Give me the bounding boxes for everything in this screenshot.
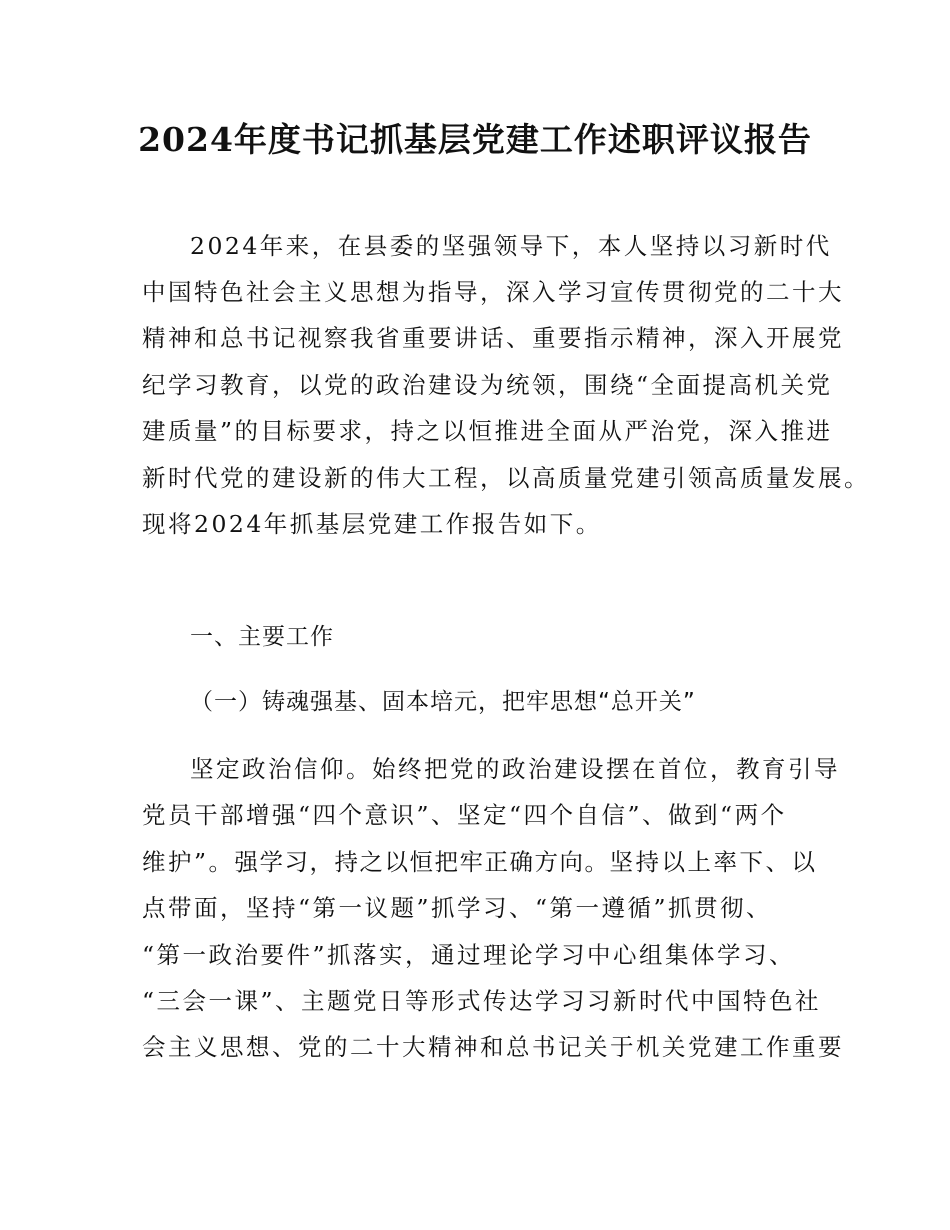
- paragraph-line: 新时代党的建设新的伟大工程，以高质量党建引领高质量发展。: [142, 464, 870, 492]
- paragraph-line: 点带面，坚持“第一议题”抓学习、“第一遵循”抓贯彻、: [142, 894, 773, 922]
- paragraph-line: 党员干部增强“四个意识”、坚定“四个自信”、做到“两个: [142, 801, 787, 829]
- paragraph-line: 中国特色社会主义思想为指导，深入学习宣传贯彻党的二十大: [142, 278, 844, 306]
- paragraph-line: 纪学习教育，以党的政治建设为统领，围绕“全面提高机关党: [142, 371, 833, 399]
- paragraph-text: 坚持以上率下、以: [609, 848, 818, 876]
- subsection-heading: （一）铸魂强基、固本培元，把牢思想“总开关”: [190, 689, 696, 715]
- bold-emphasis: 强学习，持之以恒把牢正确方向。: [234, 848, 610, 876]
- paragraph-line: “第一政治要件”抓落实，通过理论学习中心组集体学习、: [142, 941, 796, 969]
- paragraph-line: 精神和总书记视察我省重要讲话、重要指示精神，深入开展党: [142, 324, 844, 352]
- paragraph-line: 建质量”的目标要求，持之以恒推进全面从严治党，深入推进: [142, 417, 833, 445]
- paragraph-line: “三会一课”、主题党日等形式传达学习习新时代中国特色社: [142, 987, 822, 1015]
- paragraph-line: 坚定政治信仰。始终把党的政治建设摆在首位，教育引导: [190, 755, 840, 783]
- paragraph-line-mixed: [142, 842, 822, 882]
- paragraph-line: 2024年来，在县委的坚强领导下，本人坚持以习新时代: [190, 232, 832, 260]
- section-heading: 一、主要工作: [190, 624, 334, 650]
- paragraph-line: 现将2024年抓基层党建工作报告如下。: [142, 510, 602, 538]
- document-title: 2024年度书记抓基层党建工作述职评议报告: [138, 120, 812, 159]
- paragraph-text: 维护”。: [142, 848, 235, 876]
- paragraph-line: 会主义思想、党的二十大精神和总书记关于机关党建工作重要: [142, 1033, 844, 1061]
